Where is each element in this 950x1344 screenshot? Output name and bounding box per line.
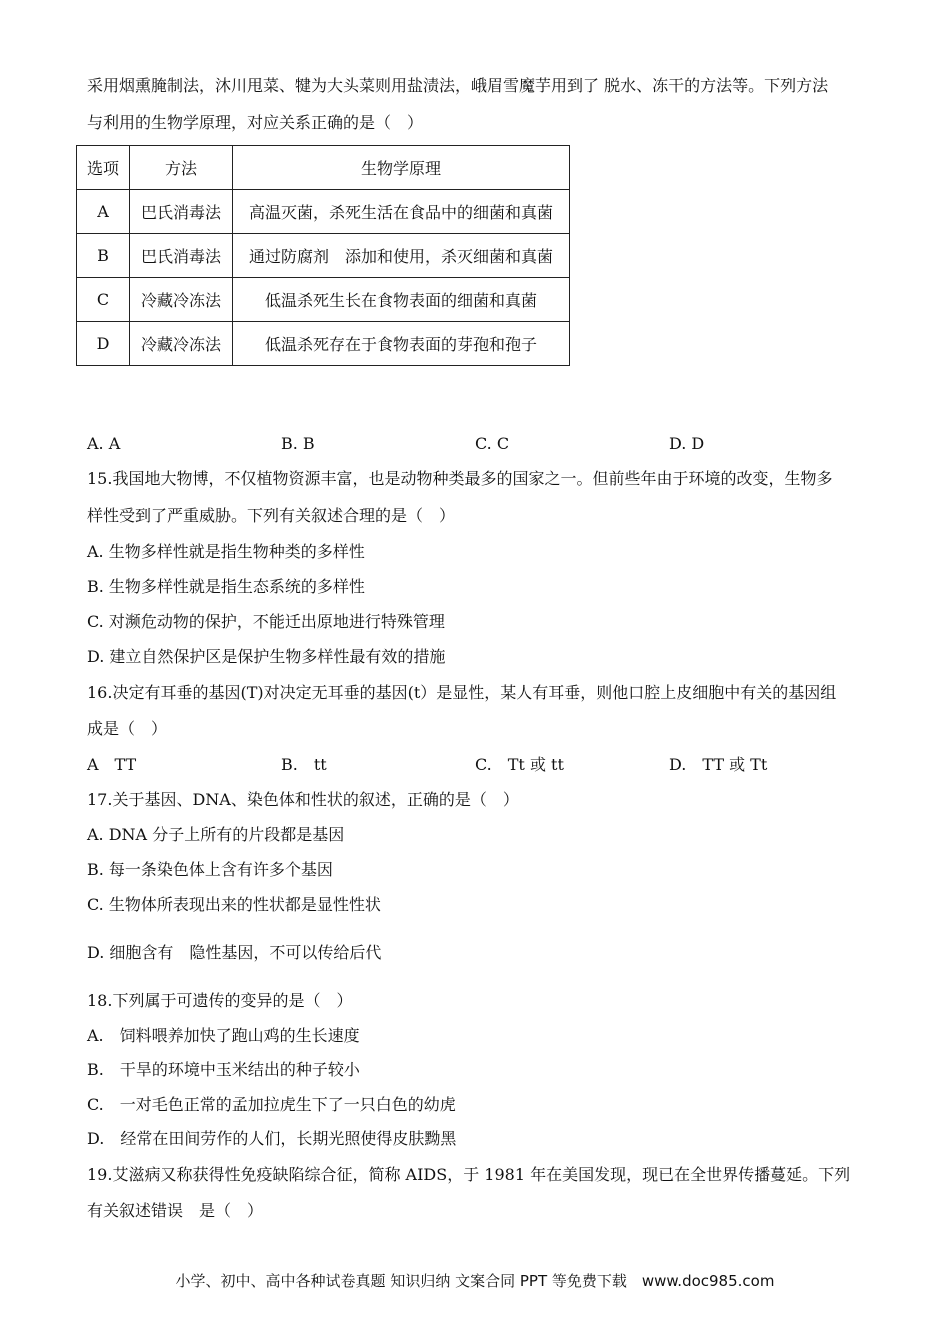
table-cell: D — [77, 322, 130, 366]
q18-option-b: B. 干旱的环境中玉米结出的种子较小 — [87, 1060, 360, 1079]
table-row — [77, 278, 570, 322]
q14-option-c: C. C — [475, 434, 510, 453]
q17-option-c: C. 生物体所表现出来的性状都是显性性状 — [87, 895, 381, 914]
table-cell: B — [77, 234, 130, 278]
q15-option-a: A. 生物多样性就是指生物种类的多样性 — [87, 542, 365, 561]
table-cell: 冷藏冷冻法 — [130, 278, 233, 322]
intro-line-1: 采用烟熏腌制法，沐川甩菜、犍为大头菜则用盐渍法，峨眉雪魔芋用到了 脱水、冻干的方法等。下列方法 — [87, 76, 829, 95]
q18-option-d: D. 经常在田间劳作的人们，长期光照使得皮肤黝黑 — [87, 1129, 457, 1148]
table-cell: A — [77, 190, 130, 234]
q16-stem-line-2: 成是（ ） — [87, 719, 168, 738]
q19-stem-line-1: 19.艾滋病又称获得性免疫缺陷综合征，简称 AIDS，于 1981 年在美国发现，现已在全世界传播蔓延。下列 — [87, 1165, 851, 1184]
q19-stem-line-2: 有关叙述错误 是（ ） — [87, 1201, 264, 1220]
q17-stem: 17.关于基因、DNA、染色体和性状的叙述，正确的是（ ） — [87, 790, 519, 809]
q15-option-c: C. 对濒危动物的保护，不能迁出原地进行特殊管理 — [87, 612, 445, 631]
table-row — [77, 190, 570, 234]
q18-stem: 18.下列属于可遗传的变异的是（ ） — [87, 991, 353, 1010]
table-row — [77, 322, 570, 366]
methods-table — [76, 145, 570, 366]
q18-option-c: C. 一对毛色正常的孟加拉虎生下了一只白色的幼虎 — [87, 1095, 456, 1114]
q16-option-c: C. Tt 或 tt — [475, 755, 564, 774]
table-row — [77, 234, 570, 278]
q17-option-b: B. 每一条染色体上含有许多个基因 — [87, 860, 333, 879]
table-header-cell: 方法 — [130, 146, 233, 190]
table-cell: 高温灭菌，杀死生活在食品中的细菌和真菌 — [233, 190, 570, 234]
q14-option-a: A. A — [87, 434, 121, 453]
q16-stem-line-1: 16.决定有耳垂的基因(T)对决定无耳垂的基因(t）是显性，某人有耳垂，则他口腔上皮细胞中有关的基因组 — [87, 683, 837, 702]
table-cell: 巴氏消毒法 — [130, 234, 233, 278]
table-cell: 低温杀死生长在食物表面的细菌和真菌 — [233, 278, 570, 322]
q16-option-a: A TT — [87, 755, 137, 774]
table-cell: 巴氏消毒法 — [130, 190, 233, 234]
q16-option-b: B. tt — [281, 755, 327, 774]
q17-option-a: A. DNA 分子上所有的片段都是基因 — [87, 825, 345, 844]
intro-line-2: 与利用的生物学原理，对应关系正确的是（ ） — [87, 113, 424, 132]
q15-stem-line-2: 样性受到了严重威胁。下列有关叙述合理的是（ ） — [87, 506, 456, 525]
page-footer: 小学、初中、高中各种试卷真题 知识归纳 文案合同 PPT 等免费下载 www.doc985.com — [175, 1272, 775, 1290]
table-header-cell: 选项 — [77, 146, 130, 190]
table-cell: C — [77, 278, 130, 322]
table-cell: 冷藏冷冻法 — [130, 322, 233, 366]
table-cell: 通过防腐剂 添加和使用，杀灭细菌和真菌 — [233, 234, 570, 278]
q15-option-d: D. 建立自然保护区是保护生物多样性最有效的措施 — [87, 647, 446, 666]
q14-option-d: D. D — [669, 434, 705, 453]
q18-option-a: A. 饲料喂养加快了跑山鸡的生长速度 — [87, 1026, 360, 1045]
q16-option-d: D. TT 或 Tt — [669, 755, 768, 774]
q14-option-b: B. B — [281, 434, 315, 453]
table-header-row — [77, 146, 570, 190]
table-cell: 低温杀死存在于食物表面的芽孢和孢子 — [233, 322, 570, 366]
table-header-cell: 生物学原理 — [233, 146, 570, 190]
q15-option-b: B. 生物多样性就是指生态系统的多样性 — [87, 577, 365, 596]
q17-option-d: D. 细胞含有 隐性基因，不可以传给后代 — [87, 943, 382, 962]
q15-stem-line-1: 15.我国地大物博，不仅植物资源丰富，也是动物种类最多的国家之一。但前些年由于环境的改变，生物多 — [87, 469, 833, 488]
